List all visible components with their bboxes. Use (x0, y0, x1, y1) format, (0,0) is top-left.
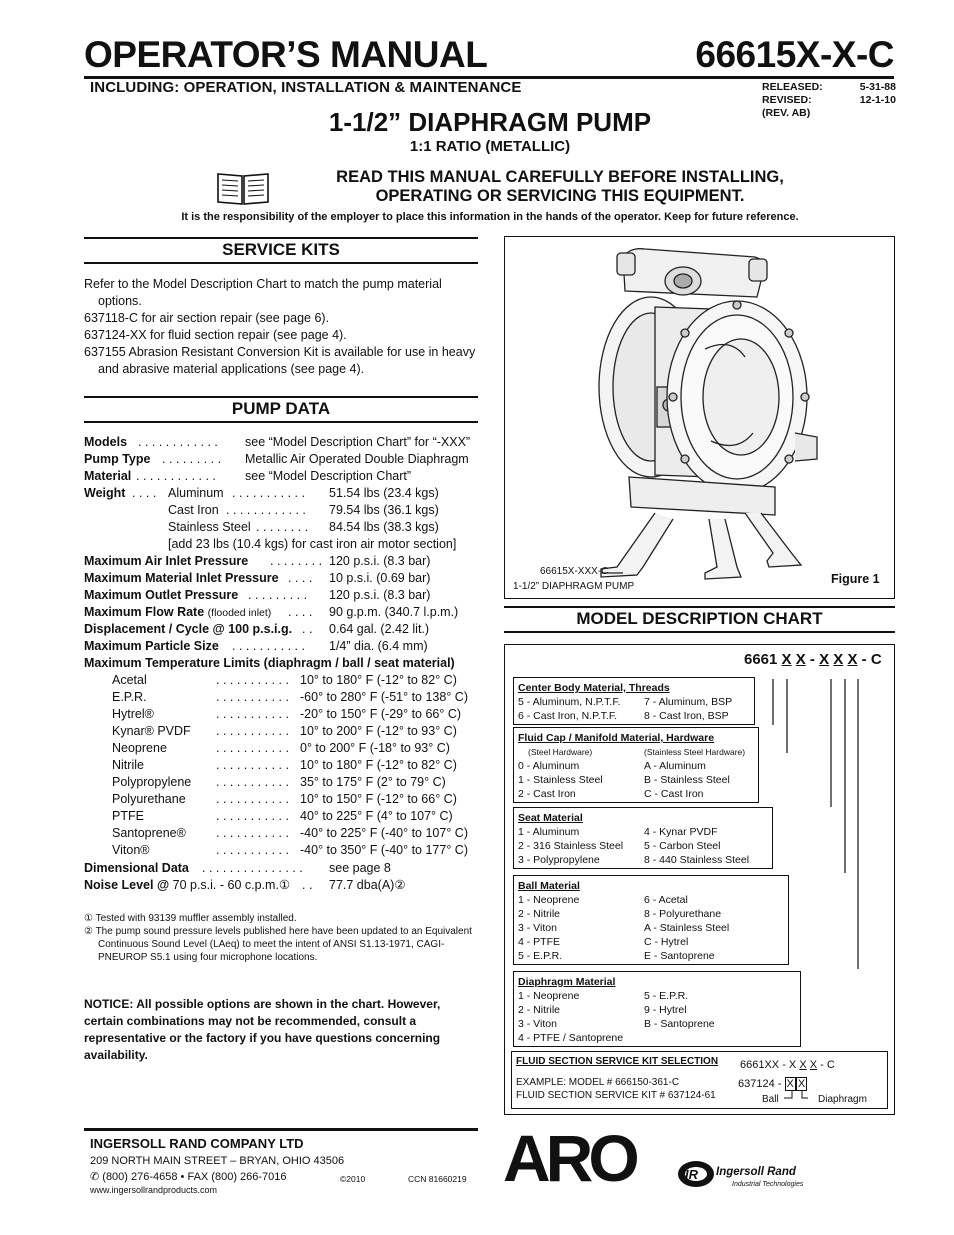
seat-option: 4 - Kynar PVDF (644, 826, 718, 838)
kit-example-model: EXAMPLE: MODEL # 666150-361-C (516, 1077, 680, 1088)
kit-example-kit: FLUID SECTION SERVICE KIT # 637124-61 (516, 1090, 716, 1101)
figure-frame (504, 236, 895, 599)
service-kit-item: Refer to the Model Description Chart to match the pump material options. (84, 277, 442, 308)
leader-dots: . . . . . . . . . . . (216, 843, 289, 857)
temp-material-name: Hytrel® (112, 707, 154, 721)
service-kits-list (84, 276, 478, 378)
seat-option: 8 - 440 Stainless Steel (644, 854, 750, 866)
leader-dots: . . . . . . . . . . . (216, 792, 289, 806)
leader-dots: . . . . . . . . . . . (216, 826, 289, 840)
pump-ratio: 1:1 RATIO (METALLIC) (409, 138, 571, 155)
diaphragm-option: 1 - Neoprene (518, 990, 580, 1002)
fluid-cap-option: 1 - Stainless Steel (518, 774, 603, 786)
temp-material-name: Polyurethane (112, 792, 186, 806)
ball-option: 6 - Acetal (644, 894, 688, 906)
responsibility-note: It is the responsibility of the employer to place this information in the hands of the operator. Keep for future reference. (181, 211, 799, 223)
temp-material-name: Polypropylene (112, 775, 192, 789)
aro-logo: ARO (503, 1121, 635, 1195)
pump-data-top-rule (84, 396, 478, 398)
temp-material-name: Kynar® PVDF (112, 724, 191, 738)
figure-label: Figure 1 (831, 572, 880, 586)
seat-option: 5 - Carbon Steel (644, 840, 721, 852)
weight-value: 84.54 lbs (38.3 kgs) (329, 520, 439, 534)
pump-data-heading: PUMP DATA (84, 399, 478, 423)
manual-subtitle: INCLUDING: OPERATION, INSTALLATION & MAINTENANCE (90, 79, 522, 96)
center-body-option: 5 - Aluminum, N.P.T.F. (518, 696, 621, 708)
service-kit-item: 637118-C for air section repair (see page 6). (84, 311, 330, 325)
figure-caption-model: 66615X-XXX-C (540, 566, 609, 577)
spec-label: Maximum Flow Rate (84, 605, 205, 619)
fluid-cap-option: 2 - Cast Iron (518, 788, 576, 800)
temp-range-value: 0° to 200° F (-18° to 93° C) (300, 741, 450, 755)
pump-type-value: Metallic Air Operated Double Diaphragm (245, 452, 469, 466)
ball-option: C - Hytrel (644, 936, 689, 948)
material-value: see “Model Description Chart” (245, 469, 412, 483)
ball-option: 4 - PTFE (518, 936, 561, 948)
pump-title: 1-1/2” DIAPHRAGM PUMP (328, 107, 652, 137)
diaphragm-pump-illustration (505, 237, 893, 597)
diaphragm-material-box (513, 971, 801, 1047)
model-chart-top-rule (504, 606, 895, 608)
models-value: see “Model Description Chart” for “-XXX” (245, 435, 471, 449)
fluid-cap-title: Fluid Cap / Manifold Material, Hardware (518, 732, 715, 744)
noise-condition: 70 p.s.i. - 60 c.p.m.① (172, 878, 291, 892)
availability-notice: NOTICE: All possible options are shown in the chart. However, certain combinations may not be recommended, consult a representative or the factory if you have questions concerning availability. (84, 997, 441, 1062)
ball-material-box (513, 875, 789, 965)
kit-pointer-arrows (780, 1090, 810, 1104)
company-phone: ✆ (800) 276-4658 • FAX (800) 266-7016 (90, 1171, 287, 1183)
fluid-cap-option: A - Aluminum (644, 760, 706, 772)
ball-option: 2 - Nitrile (518, 908, 561, 920)
company-website[interactable]: www.ingersollrandproducts.com (90, 1185, 218, 1195)
ball-option: E - Santoprene (644, 950, 715, 962)
ball-option: A - Stainless Steel (644, 922, 730, 934)
copyright: ©2010 (340, 1174, 366, 1184)
kit-number: 637124 - X X (738, 1078, 806, 1090)
revised-label: REVISED: (762, 94, 812, 106)
temp-range-value: 35° to 175° F (2° to 79° C) (300, 775, 446, 789)
temp-material-name: PTFE (112, 809, 144, 823)
weight-name: Aluminum (168, 486, 224, 500)
spec-value: 120 p.s.i. (8.3 bar) (329, 554, 431, 568)
ball-option: 1 - Neoprene (518, 894, 580, 906)
material-label: Material (84, 469, 132, 483)
spec-label: Maximum Material Inlet Pressure (84, 571, 279, 585)
leader-dots: . . . . . . . . . . . (216, 673, 289, 687)
dimensional-value: see page 8 (329, 861, 391, 875)
model-chart-frame (504, 644, 895, 1115)
spec-value: 1/4” dia. (6.4 mm) (329, 639, 428, 653)
seat-option: 2 - 316 Stainless Steel (518, 840, 624, 852)
temp-material-name: Neoprene (112, 741, 167, 755)
manual-title: OPERATOR’S MANUAL (84, 34, 488, 75)
center-body-option: 6 - Cast Iron, N.P.T.F. (518, 710, 618, 722)
center-body-title: Center Body Material, Threads (518, 682, 670, 694)
seat-material-title: Seat Material (518, 812, 583, 824)
spec-label: Maximum Outlet Pressure (84, 588, 239, 602)
spec-label: Maximum Air Inlet Pressure (84, 554, 249, 568)
ingersoll-rand-subtitle: Industrial Technologies (732, 1181, 804, 1188)
temp-range-value: 40° to 225° F (4° to 107° C) (300, 809, 453, 823)
service-kits-top-rule (84, 237, 478, 239)
leader-dots: . . . . . . . . . . . (216, 724, 289, 738)
diaphragm-option: 2 - Nitrile (518, 1004, 561, 1016)
ir-logo-mark: IR (685, 1167, 698, 1182)
figure-caption-name: 1-1/2” DIAPHRAGM PUMP (513, 581, 635, 592)
dimensional-label: Dimensional Data (84, 861, 189, 875)
weight-label: Weight (84, 486, 126, 500)
leader-dots: . . . . . . . . . . . (216, 707, 289, 721)
weight-value: 79.54 lbs (36.1 kgs) (329, 503, 439, 517)
temperature-list (84, 672, 484, 859)
footnote-2: ② The pump sound pressure levels published here have been updated to an Equivalent Continuous Sound Level (LAeq) to meet the intent of ANSI S1.13-1971, CAGI-PNEUROP S5.1 using four microphone locations. (84, 926, 472, 963)
released-label: RELEASED: (762, 81, 823, 93)
spec-value: 0.64 gal. (2.42 lit.) (329, 622, 430, 636)
fluid-cap-right-sub: (Stainless Steel Hardware) (644, 747, 746, 757)
diaphragm-option: 3 - Viton (518, 1018, 557, 1030)
fluid-cap-left-sub: (Steel Hardware) (528, 747, 593, 757)
temp-range-value: -40° to 350° F (-40° to 177° C) (300, 843, 468, 857)
service-kits-heading: SERVICE KITS (84, 240, 478, 264)
open-book-icon (216, 170, 270, 206)
spec-value: 90 g.p.m. (340.7 l.p.m.) (329, 605, 459, 619)
temp-material-name: Acetal (112, 673, 147, 687)
weight-name: Stainless Steel (168, 520, 251, 534)
footer-rule (84, 1128, 478, 1131)
center-body-box (513, 677, 755, 725)
revision: (REV. AB) (762, 107, 811, 119)
model-code-template: 6661 X X - X X X - C (744, 651, 882, 668)
company-name: INGERSOLL RAND COMPANY LTD (90, 1136, 304, 1151)
leader-dots: . . . . . . . . . . . (216, 758, 289, 772)
model-chart-heading: MODEL DESCRIPTION CHART (504, 609, 895, 633)
center-body-option: 8 - Cast Iron, BSP (644, 710, 729, 722)
spec-label: Displacement / Cycle @ 100 p.s.i.g. (84, 622, 293, 636)
diaphragm-label: Diaphragm (818, 1094, 867, 1105)
company-address: 209 NORTH MAIN STREET – BRYAN, OHIO 43506 (90, 1155, 345, 1167)
temp-range-value: 10° to 180° F (-12° to 82° C) (300, 673, 457, 687)
fluid-cap-option: 0 - Aluminum (518, 760, 580, 772)
temp-range-value: -60° to 280° F (-51° to 138° C) (300, 690, 468, 704)
service-kit-item: 637155 Abrasion Resistant Conversion Kit is available for use in heavy and abrasive material applications (see page 4). (84, 345, 476, 376)
temp-range-value: -40° to 225° F (-40° to 107° C) (300, 826, 468, 840)
ccn-number: CCN 81660219 (408, 1174, 467, 1184)
ball-label: Ball (762, 1094, 779, 1105)
weight-value: 51.54 lbs (23.4 kgs) (329, 486, 439, 500)
weight-note: [add 23 lbs (10.4 kgs) for cast iron air motor section] (168, 537, 457, 551)
ball-option: 5 - E.P.R. (518, 950, 563, 962)
phone-icon: ✆ (90, 1171, 100, 1183)
revised-value: 12-1-10 (859, 94, 896, 106)
kit-model-code: 6661XX - X X X - C (740, 1059, 835, 1071)
seat-option: 1 - Aluminum (518, 826, 580, 838)
leader-dots: . . . . . . . . . . . (216, 741, 289, 755)
spec-label: Maximum Particle Size (84, 639, 219, 653)
temp-material-name: E.P.R. (112, 690, 147, 704)
footnote-1: ① Tested with 93139 muffler assembly installed. (84, 913, 297, 924)
temp-range-value: 10° to 150° F (-12° to 66° C) (300, 792, 457, 806)
fluid-cap-box (513, 727, 759, 803)
diaphragm-option: 9 - Hytrel (644, 1004, 687, 1016)
temp-range-value: -20° to 150° F (-29° to 66° C) (300, 707, 462, 721)
model-code: 66615X-X-C (695, 34, 894, 75)
spec-suffix: (flooded inlet) (207, 607, 272, 619)
read-warning-line2: OPERATING OR SERVICING THIS EQUIPMENT. (375, 187, 745, 205)
noise-label: Noise Level @ (84, 878, 170, 892)
service-kit-item: 637124-XX for fluid section repair (see page 4). (84, 328, 347, 342)
kit-selection-title: FLUID SECTION SERVICE KIT SELECTION (516, 1056, 719, 1067)
ball-material-title: Ball Material (518, 880, 580, 892)
temp-material-name: Nitrile (112, 758, 144, 772)
fluid-cap-option: B - Stainless Steel (644, 774, 730, 786)
spec-value: 10 p.s.i. (0.69 bar) (329, 571, 431, 585)
models-label: Models (84, 435, 128, 449)
ball-option: 3 - Viton (518, 922, 557, 934)
temp-heading: Maximum Temperature Limits (diaphragm / ball / seat material) (84, 656, 455, 670)
diaphragm-option: B - Santoprene (644, 1018, 715, 1030)
diaphragm-option: 4 - PTFE / Santoprene (518, 1032, 624, 1044)
ball-option: 8 - Polyurethane (644, 908, 722, 920)
footnotes (84, 912, 484, 964)
weight-name: Cast Iron (168, 503, 219, 517)
seat-option: 3 - Polypropylene (518, 854, 600, 866)
temp-material-name: Santoprene® (112, 826, 186, 840)
read-warning-line1: READ THIS MANUAL CAREFULLY BEFORE INSTALLING, (336, 168, 784, 186)
pump-type-label: Pump Type (84, 452, 151, 466)
diaphragm-option: 5 - E.P.R. (644, 990, 689, 1002)
seat-material-box (513, 807, 773, 869)
leader-dots: . . . . . . . . . . . (216, 775, 289, 789)
leader-dots: . . . . . . . . . . . (216, 690, 289, 704)
released-value: 5-31-88 (859, 81, 896, 93)
temp-range-value: 10° to 180° F (-12° to 82° C) (300, 758, 457, 772)
fluid-cap-option: C - Cast Iron (644, 788, 704, 800)
service-kit-selection-box (511, 1051, 888, 1109)
noise-value: 77.7 dba(A)② (329, 878, 406, 892)
temp-material-name: Viton® (112, 843, 150, 857)
spec-value: 120 p.s.i. (8.3 bar) (329, 588, 431, 602)
ingersoll-rand-name: Ingersoll Rand (716, 1166, 796, 1178)
leader-dots: . . . . . . . . . . . (216, 809, 289, 823)
temp-range-value: 10° to 200° F (-12° to 93° C) (300, 724, 457, 738)
center-body-option: 7 - Aluminum, BSP (644, 696, 733, 708)
diaphragm-material-title: Diaphragm Material (518, 976, 616, 988)
